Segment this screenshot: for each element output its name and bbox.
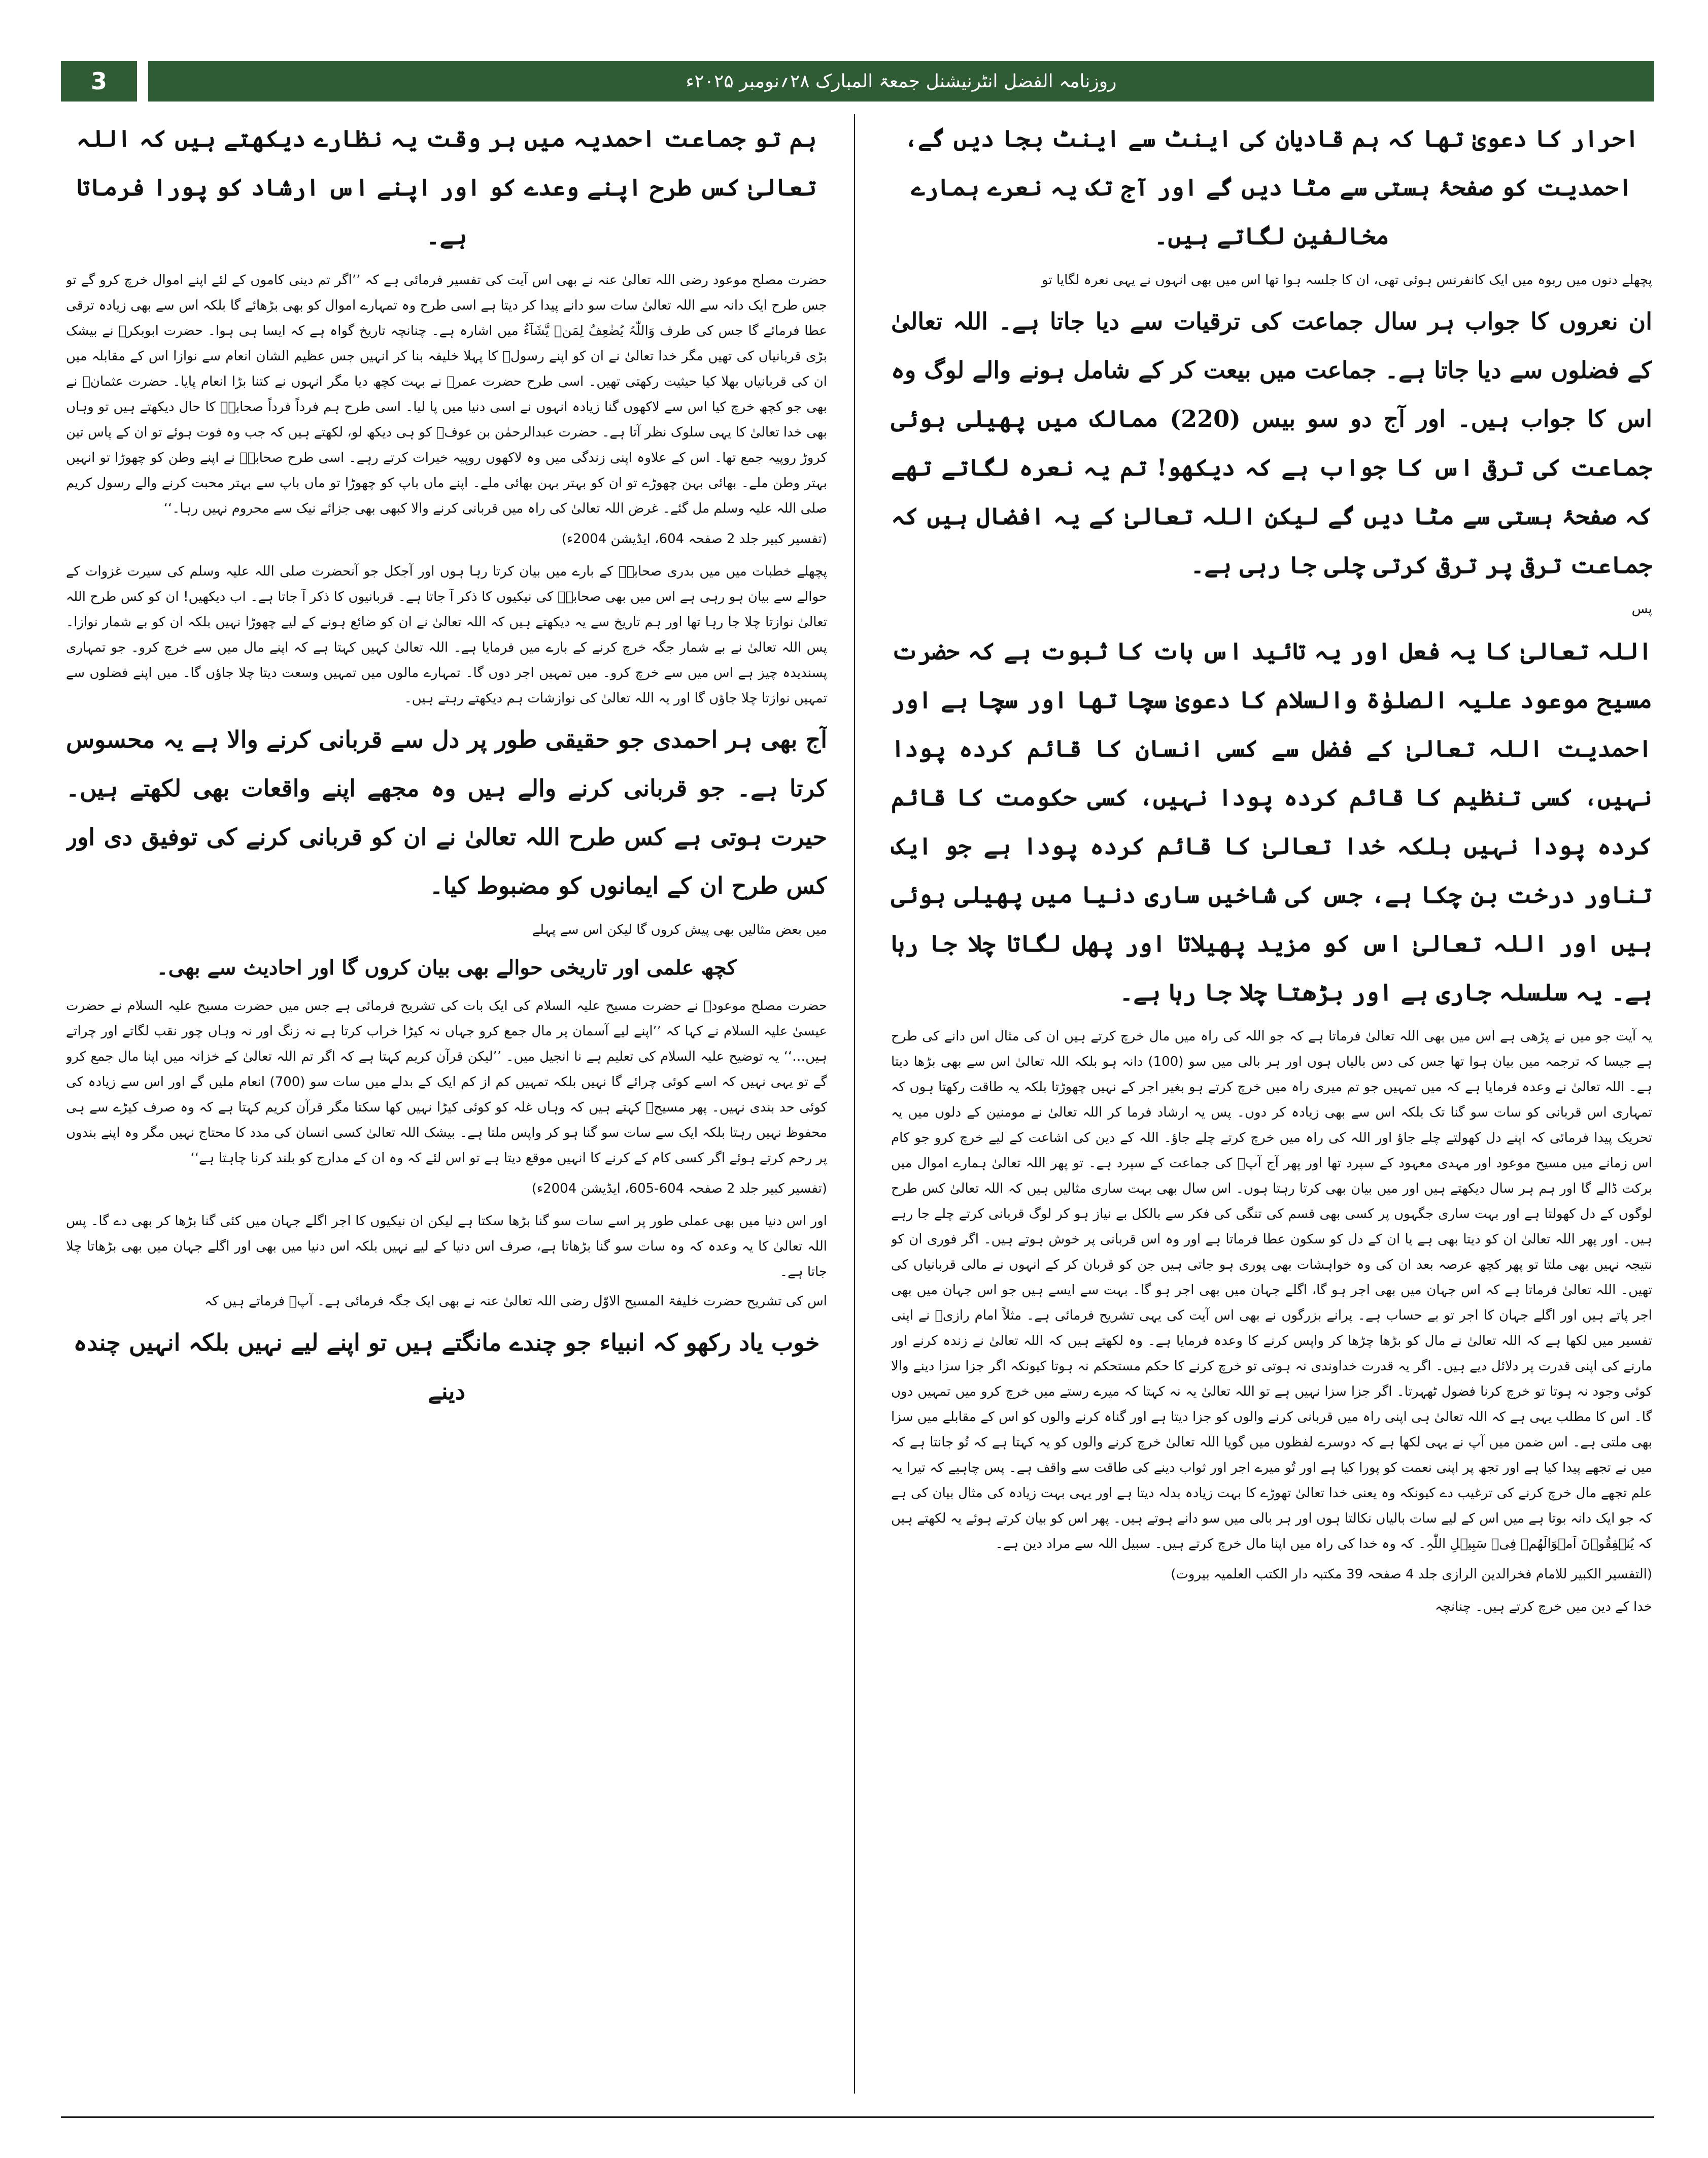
paragraph-rabwah-conference: پچھلے دنوں میں ربوہ میں ایک کانفرنس ہوئی تھی، ان کا جلسہ ہوا تھا اس میں بھی انہوں نے یہی نعرہ لگایا تو — [1042, 273, 1652, 288]
paragraph-badri-sahaba: پچھلے خطبات میں میں بدری صحابہؓ کے بارے میں بیان کرتا رہا ہوں اور آجکل جو آنحضرت صلی اللہ علیہ وسلم کی سیرت غزوات کے حوالے سے بیان ہو رہی ہے اس میں بھی صحابہؓ کی نیکیوں کا ذکر آ جاتا ہے۔ قربانیوں کا ذکر آ جاتا ہے۔ اب دیکھیں! ان کو کس طرح اللہ تعالیٰ نوازتا چلا جا رہا تھا اور ہم تاریخ سے یہ دیکھتے ہیں کہ اللہ تعالیٰ نے ان کو ضائع ہونے کے لیے چھوڑا نہیں بلکہ ان کو بے شمار نوازا۔ پس اللہ تعالیٰ نے بے شمار جگہ خرچ کرنے کے بارے میں فرمایا ہے۔ اللہ تعالیٰ کہیں کہتا ہے کہ اپنے مال میں سے خرچ کرو۔ جو تمہاری پسندیدہ چیز ہے اس میں سے خرچ کرو۔ میں تمہیں اجر دوں گا۔ تمہارے مالوں میں تمہیں وسعت دیتا چلا جاؤں گا۔ میں اپنے فضلوں سے تمہیں نوازتا چلا جاؤں گا اور یہ اللہ تعالیٰ کی نوازشات ہم دیکھتے رہتے ہیں۔ — [66, 564, 827, 706]
paragraph-khalifa-awwal: اس کی تشریح حضرت خلیفۃ المسیح الاوّل رضی اللہ تعالیٰ عنہ نے بھی ایک جگہ فرمائی ہے۔ آپؓ فرماتے ہیں کہ — [204, 1294, 827, 1309]
right-column — [891, 114, 1652, 2114]
heading-divine-support: اللہ تعالیٰ کا یہ فعل اور یہ تائید اس بات کا ثبوت ہے کہ حضرت مسیح موعود علیہ الصلوٰۃ والسلام کا دعویٰ سچا تھا اور سچا ہے اور احمدیت اللہ تعالیٰ کے فضل سے کسی انسان کا قائم کردہ پودا نہیں، کسی تنظیم کا قائم کردہ پودا نہیں، کسی حکومت کا قائم کردہ پودا نہیں بلکہ خدا تعالیٰ کا قائم کردہ پودا ہے جو ایک تناور درخت بن چکا ہے، جس کی شاخیں ساری دنیا میں پھیلی ہوئی ہیں اور اللہ تعالیٰ اس کو مزید پھیلاتا اور پھل لگاتا چلا جا رہا ہے۔ یہ سلسلہ جاری ہے اور بڑھتا چلا جا رہا ہے۔ — [891, 637, 1652, 1006]
heading-ahrar-claim: احرار کا دعویٰ تھا کہ ہم قادیان کی اینٹ سے اینٹ بجا دیں گے، احمدیت کو صفحۂ ہستی سے مٹا دیں گے اور آج تک یہ نعرے ہمارے مخالفین لگاتے ہیں۔ — [904, 125, 1639, 250]
column-divider — [854, 114, 855, 2094]
bottom-rule — [61, 2116, 1654, 2118]
word-pas: پس — [1631, 601, 1652, 617]
paragraph-musleh-maud-tafsir: حضرت مصلح موعود رضی اللہ تعالیٰ عنہ نے بھی اس آیت کی تفسیر فرمائی ہے کہ ’’اگر تم دینی کاموں کے لئے اپنے اموال خرچ کرو گے تو جس طرح ایک دانہ سے اللہ تعالیٰ سات سو دانے پیدا کر دیتا ہے اسی طرح وہ تمہارے اموال کو بھی بڑھائے گا بلکہ اس سے بھی زیادہ ترقی عطا فرمائے گا جس کی طرف وَاللّٰہُ یُضٰعِفُ لِمَنۡ یَّشَآءُ میں اشارہ ہے۔ چنانچہ تاریخ گواہ ہے کہ ایسا ہی ہوا۔ حضرت ابوبکرؓ نے بیشک بڑی قربانیاں کی تھیں مگر خدا تعالیٰ نے ان کو اپنے رسولؐ کا پہلا خلیفہ بنا کر انہیں جس عظیم الشان انعام سے نوازا اس کے مقابلہ میں ان کی قربانیاں بھلا کیا حیثیت رکھتی تھیں۔ اسی طرح حضرت عمرؓ نے بہت کچھ دیا مگر انہوں نے کتنا بڑا انعام پایا۔ حضرت عثمانؓ نے بھی جو کچھ خرچ کیا اس سے لاکھوں گنا زیادہ انہوں نے اسی دنیا میں پا لیا۔ اسی طرح ہم فرداً فرداً صحابہؓ کا حال دیکھتے ہیں تو وہاں بھی خدا تعالیٰ کا یہی سلوک نظر آتا ہے۔ حضرت عبدالرحمٰن بن عوفؓ کو ہی دیکھ لو، لکھتے ہیں کہ جب وہ فوت ہوئے تو ان کے پاس تین کروڑ روپیہ جمع تھا۔ اس کے علاوہ اپنی زندگی میں وہ لاکھوں روپیہ خیرات کرتے رہے۔ اسی طرح صحابہؓ نے اپنے وطن کو چھوڑا تو انہیں بہتر وطن ملے۔ بھائی بہن چھوڑے تو ان کو بہتر بہن بھائی ملے۔ اپنے ماں باپ کو چھوڑا تو ماں باپ سے بہتر محبت کرنے والے رسول کریم صلی اللہ علیہ وسلم مل گئے۔ غرض اللہ تعالیٰ کی راہ میں قربانی کرنے والا کبھی بھی جزائے نیک سے محروم نہیں رہا۔‘‘ — [66, 273, 827, 516]
paragraph-examples-intro: میں بعض مثالیں بھی پیش کروں گا لیکن اس سے پہلے — [532, 922, 827, 937]
heading-answer-slogans: ان نعروں کا جواب ہر سال جماعت کی ترقیات سے دیا جاتا ہے۔ اللہ تعالیٰ کے فضلوں سے دیا جاتا ہے۔ جماعت میں بیعت کر کے شامل ہونے والے لوگ وہ اس کا جواب ہیں۔ اور آج دو سو بیس (220) ممالک میں پھیلی ہوئی جماعت کی ترقی اس کا جواب ہے کہ دیکھو! تم یہ نعرہ لگاتے تھے کہ صفحۂ ہستی سے مٹا دیں گے لیکن اللہ تعالیٰ کے یہ افضال ہیں کہ جماعت ترقی پر ترقی کرتی چلی جا رہی ہے۔ — [891, 308, 1652, 579]
reference-tafsir-kabir-604: (تفسیر کبیر جلد 2 صفحہ 604، ایڈیشن 2004ء) — [561, 531, 827, 547]
heading-every-ahmadi: آج بھی ہر احمدی جو حقیقی طور پر دل سے قربانی کرنے والا ہے یہ محسوس کرتا ہے۔ جو قربانی کرنے والے ہیں وہ مجھے اپنے واقعات بھی لکھتے ہیں۔ حیرت ہوتی ہے کس طرح اللہ تعالیٰ نے ان کو قربانی کرنے کی توفیق دی اور کس طرح ان کے ایمانوں کو مضبوط کیا۔ — [66, 726, 827, 899]
paragraph-spend-in-faith: خدا کے دین میں خرچ کرتے ہیں۔ چنانچہ — [1434, 1599, 1652, 1614]
heading-historical-references: کچھ علمی اور تاریخی حوالے بھی بیان کروں گا اور احادیث سے بھی۔ — [156, 956, 737, 980]
page-number: 3 — [61, 61, 137, 102]
reference-tafsir-kabir-604-605: (تفسیر کبیر جلد 2 صفحہ 604-605، ایڈیشن 2004ء) — [531, 1181, 827, 1196]
paragraph-masih-treasure: حضرت مصلح موعودؓ نے حضرت مسیح علیہ السلام کی ایک بات کی تشریح فرمائی ہے جس میں حضرت مسیح علیہ السلام نے حضرت عیسیٰ علیہ السلام نے کہا کہ ’’اپنے لیے آسمان پر مال جمع کرو جہاں نہ کیڑا خراب کرتا ہے نہ زنگ اور نہ وہاں چور نقب لگاتے اور چراتے ہیں…‘‘ یہ توضیح علیہ السلام کی تعلیم ہے نا انجیل میں۔ ’’لیکن قرآن کریم کہتا ہے کہ اگر تم اللہ تعالیٰ کے خزانہ میں اپنا مال جمع کرو گے تو یہی نہیں کہ اسے کوئی چرائے گا نہیں بلکہ تمہیں کم از کم ایک کے بدلے میں سات سو (700) انعام ملیں گے اور اس سے زیادہ کی کوئی حد بندی نہیں۔ پھر مسیحؑ کہتے ہیں کہ وہاں غلہ کو کوئی کیڑا نہیں کھا سکتا مگر قرآن کریم کہتا ہے کہ وہ صرف کیڑے سے ہی محفوظ نہیں رہتا بلکہ ایک سے سات سو گنا ہو کر واپس ملتا ہے۔ بیشک اللہ تعالیٰ کسی انسان کی مدد کا محتاج نہیں مگر وہ اپنے بندوں پر رحم کرتے ہوئے اگر کسی کام کے کرنے کا انہیں موقع دیتا ہے تو اس لئے کہ وہ ان کے مدارج کو بلند کرنا چاہتا ہے‘‘ — [66, 998, 827, 1166]
heading-jamaat-scenes: ہم تو جماعت احمدیہ میں ہر وقت یہ نظارے دیکھتے ہیں کہ اللہ تعالیٰ کس طرح اپنے وعدے کو اور اپنے اس ارشاد کو پورا فرماتا ہے۔ — [76, 125, 817, 250]
header-gap — [137, 61, 148, 102]
paragraph-seven-hundred-fold: اور اس دنیا میں بھی عملی طور پر اسے سات سو گنا بڑھا سکتا ہے لیکن ان نیکیوں کا اجر اگلے جہان میں کئی گنا بڑھا کر بھی دے گا۔ پس اللہ تعالیٰ کا یہ وعدہ کہ وہ سات سو گنا بڑھاتا ہے، صرف اس دنیا کے لیے نہیں بلکہ اس دنیا میں بھی اور اگلے جہان میں بھی بڑھاتا چلا جاتا ہے۔ — [66, 1213, 827, 1279]
left-column — [66, 114, 827, 2114]
heading-prophets-donations: خوب یاد رکھو کہ انبیاء جو چندے مانگتے ہیں تو اپنے لیے نہیں بلکہ انہیں چندہ دینے — [73, 1329, 820, 1405]
paragraph-verse-explanation: یہ آیت جو میں نے پڑھی ہے اس میں بھی اللہ تعالیٰ فرماتا ہے کہ جو اللہ کی راہ میں مال خرچ کرتے ہیں ان کی مثال اس دانے کی طرح ہے جیسا کہ ترجمہ میں بیان ہوا تھا جس کی دس بالیاں ہوں اور ہر بالی میں سو (100) دانہ ہو بلکہ اللہ تعالیٰ اس سے بھی بڑھا دیتا ہے۔ اللہ تعالیٰ نے وعدہ فرمایا ہے کہ میں تمہیں جو تم میری راہ میں خرچ کرتے ہو بغیر اجر کے نہیں چھوڑتا بلکہ یہ طاقت رکھتا ہوں کہ تمہاری اس قربانی کو سات سو گنا تک بلکہ اس سے بھی زیادہ کر دوں۔ پس یہ ارشاد فرما کر اللہ تعالیٰ نے مومنین کے دلوں میں یہ تحریک پیدا فرمائی کہ اپنے دل کھولتے چلے جاؤ اور اللہ کی راہ میں خرچ کرتے چلے جاؤ۔ اللہ کے دین کی اشاعت کے لیے خرچ کرو جو کام اس زمانے میں مسیح موعود اور مہدی معہود کے سپرد تھا اور پھر آج آپؑ کی جماعت کے سپرد ہے۔ تو پھر اللہ تعالیٰ ہمارے اموال میں برکت ڈالے گا اور ہم ہر سال دیکھتے ہیں اور میں بیان بھی کرتا رہتا ہوں۔ اس سال بھی بہت ساری مثالیں ہیں کہ اللہ تعالیٰ کس طرح لوگوں کے دل کھولتا ہے اور بہت ساری جگہوں پر کسی بھی قسم کی تنگی کی فکر سے بالکل بے نیاز ہو کر لوگ قربانی کرتے چلے جا رہے ہیں۔ اور پھر اللہ تعالیٰ ان کو دیتا بھی ہے یا ان کے دل کو سکون عطا فرماتا ہے اور وہ اس قربانی پر خوش ہوتے ہیں۔ اگر فوری ان کو نتیجہ نہیں بھی ملتا تو پھر کچھ عرصہ بعد ان کی وہ خواہشات بھی پوری ہو جاتی ہیں جن کو قربان کر کے انہوں نے مالی قربانیاں کی تھیں۔ اللہ تعالیٰ فرماتا ہے کہ اس جہان میں بھی اجر ہو گا، اگلے جہان میں بھی اجر ہو گا۔ بہت سے ایسے ہیں جو اس جہان میں بھی اجر پاتے ہیں اور اگلے جہان کا اجر تو بے حساب ہے۔ پرانے بزرگوں نے بھی اس آیت کی یہی تشریح فرمائی ہے۔ مثلاً امام رازیؒ نے اپنی تفسیر میں لکھا ہے کہ اللہ تعالیٰ نے مال کو بڑھا چڑھا کر واپس کرنے کا وعدہ فرمایا ہے۔ وہ لکھتے ہیں کہ اللہ تعالیٰ نے زندہ کرنے اور مارنے کی اپنی قدرت پر دلائل دیے ہیں۔ اگر یہ قدرت خداوندی نہ ہوتی تو خرچ کرنے کا حکم مستحکم نہ ہوتا کیونکہ اگر جزا سزا دینے والا کوئی وجود نہ ہوتا تو خرچ کرنا فضول ٹھہرتا۔ اگر جزا سزا نہیں ہے تو اللہ تعالیٰ یہ نہ کہتا کہ میرے رستے میں خرچ کرو میں تمہیں دوں گا۔ اس کا مطلب یہی ہے کہ اللہ تعالیٰ ہی اپنی راہ میں قربانی کرنے والوں کو جزا دیتا ہے اور گناہ کرنے والوں کو اس کے مقابلے میں سزا بھی ملتی ہے۔ اس ضمن میں آپ نے یہی لکھا ہے کہ دوسرے لفظوں میں گویا اللہ تعالیٰ خرچ کرنے والوں کو یہ کہتا ہے کہ تُو جانتا ہے کہ میں نے تجھے پیدا کیا ہے اور تجھ پر اپنی نعمت کو پورا کیا ہے اور تُو میرے اجر اور ثواب دینے کی طاقت سے واقف ہے۔ پس چاہیے کہ تیرا یہ علم تجھے مال خرچ کرنے کی ترغیب دے کیونکہ وہ یعنی خدا تعالیٰ تھوڑے کا بہت زیادہ بدلہ دیتا ہے اور یہی بہت زیادہ کی مثال بیان کی ہے کہ جو ایک دانہ بوتا ہے میں اس کے لیے سات بالیاں نکالتا ہوں اور ہر بالی میں سو دانے ہوتے ہیں۔ پھر اس کو بیان کرتے ہوئے یہ لکھتے ہیں کہ یُنۡفِقُوۡنَ اَمۡوَالَهُمۡ فِیۡ سَبِیۡلِ اللّٰہِ۔ کہ وہ خدا کی راہ میں اپنا مال خرچ کرتے ہیں۔ سبیل اللہ سے مراد دین ہے۔ — [891, 1029, 1652, 1552]
reference-tafsir-razi: (التفسیر الکبیر للامام فخرالدین الرازی جلد 4 صفحہ 39 مکتبہ دار الکتب العلمیہ بیروت) — [1171, 1567, 1652, 1582]
header-bar — [61, 61, 1654, 102]
newspaper-title: روزنامہ الفضل انٹرنیشنل جمعۃ المبارک ۲۸؍نومبر ۲۰۲۵ء — [148, 61, 1654, 102]
